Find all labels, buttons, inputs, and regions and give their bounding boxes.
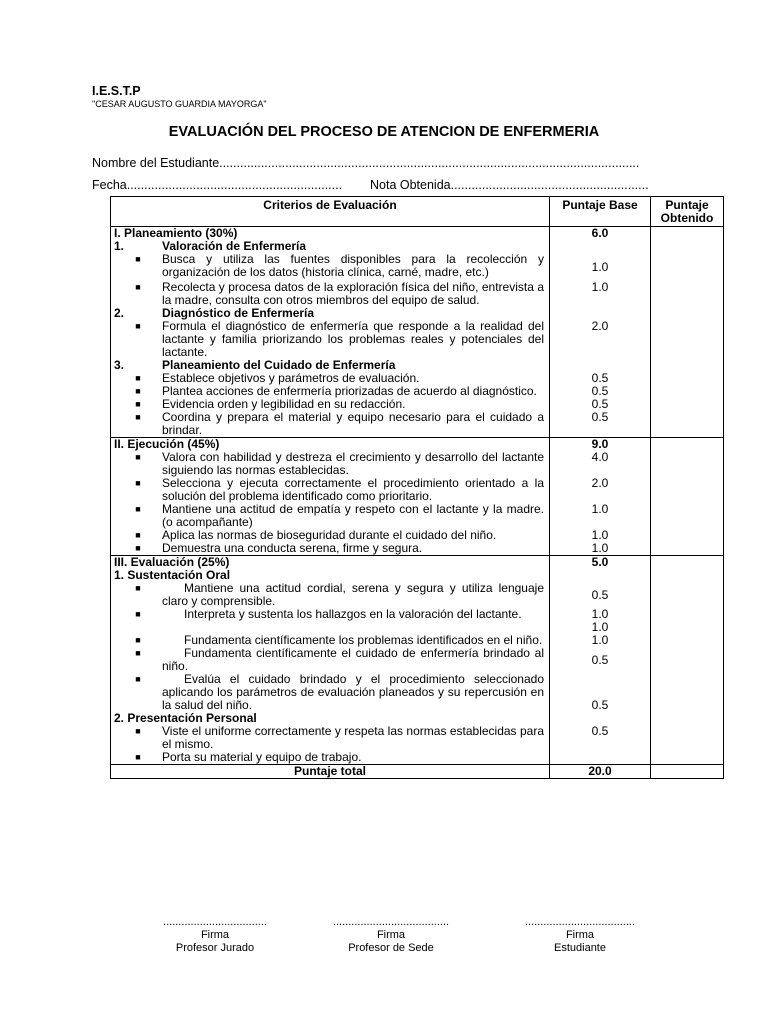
bullet-icon: ■ [135,752,141,762]
criterion-row [111,451,724,477]
criterion-row [111,477,724,503]
criterion-text: Formula el diagnóstico de enfermería que responde a la realidad del lactante y familia priorizando los problemas reales y potenciales del lactante. [162,319,544,359]
section-row [111,438,724,452]
criterion-score: 1.0 [550,503,651,529]
header-base-score [550,197,651,227]
total-score: 20.0 [550,765,651,779]
criterion-row [111,751,724,765]
bullet-icon: ■ [135,504,141,514]
bullet-icon: ■ [135,412,141,422]
criterion-text: Fundamenta científicamente los problemas identificados en el niño. [184,633,543,647]
criterion-text: Establece objetivos y parámetros de evaluación. [162,371,420,385]
total-label: Puntaje total [111,765,550,779]
criterion-row [111,647,724,673]
subsection-title: Valoración de Enfermería [162,239,307,253]
date-field: Fecha.............................................................. [92,178,343,192]
bullet-icon: ■ [135,452,141,462]
subsection-title: Diagnóstico de Enfermería [162,306,315,320]
signature-line: .................................. [163,916,267,928]
institution-acronym: I.E.S.T.P [92,84,141,98]
criterion-score: 0.5 [550,725,651,751]
bullet-icon: ■ [135,254,141,264]
criterion-score: 0.5 [550,385,651,398]
bullet-icon: ■ [135,478,141,488]
criterion-row [111,320,724,359]
total-obtained [651,765,724,779]
subsection-title: Planeamiento del Cuidado de Enfermería [162,358,396,372]
criterion-row [111,253,724,281]
criterion-row [111,281,724,307]
total-row [111,765,724,779]
criterion-score: 0.5 [550,647,651,673]
signature-label: Firma [200,929,230,941]
criterion-text: Valora con habilidad y destreza el crecimiento y desarrollo del lactante siguiendo las normas establecidas. [162,450,544,477]
criterion-row [111,582,724,608]
bullet-icon: ■ [135,386,141,396]
bullet-icon: ■ [135,726,141,736]
criterion-row [111,608,724,634]
bullet-icon: ■ [135,543,141,553]
signature-role: Estudiante [554,942,606,954]
criterion-text: Selecciona y ejecuta correctamente el procedimiento orientado a la solución del problema identificado como prioritario. [162,476,544,503]
criterion-text: Evalúa el cuidado brindado y el procedimiento seleccionado aplicando los parámetros de evaluación planeados y su repercusión en la salud del niño. [162,672,544,712]
obtained-cell [651,438,724,452]
criterion-text: Evidencia orden y legibilidad en su redacción. [162,397,406,411]
criterion-score: 0.5 [550,372,651,385]
criterion-text: Interpreta y sustenta los hallazgos en la valoración del lactante. [184,607,522,621]
bullet-icon: ■ [135,530,141,540]
criterion-score: 1.0 [550,634,651,647]
criterion-score: 1.0 [591,607,609,621]
header-criteria: Criterios de Evaluación [111,197,550,227]
criterion-text: Demuestra una conducta serena, firme y segura. [162,541,423,555]
subsection-number: 3. [114,358,125,372]
section-row [111,227,724,241]
criterion-row [111,411,724,438]
criterion-score: 1.0 [550,542,651,556]
criterion-text: Plantea acciones de enfermería priorizadas de acuerdo al diagnóstico. [162,384,537,398]
criterion-text: Mantiene una actitud cordial, serena y segura y utiliza lenguaje claro y comprensible. [162,581,544,608]
evaluation-table [110,196,724,779]
subsection-title: 2. Presentación Personal [111,712,550,725]
section-score: 5.0 [550,556,651,570]
signature-site-teacher [311,916,471,955]
signature-role: Profesor de Sede [348,942,434,954]
signature-jury [140,916,290,955]
criterion-score: 4.0 [550,451,651,477]
subsection-number: 2. [114,306,125,320]
criterion-row [111,725,724,751]
section-score: 6.0 [550,227,651,241]
criterion-score: 1.0 [550,529,651,542]
criterion-score: 0.5 [550,673,651,712]
criterion-text: Porta su material y equipo de trabajo. [162,750,362,764]
section-score: 9.0 [550,438,651,452]
criterion-score: 1.0 [550,253,651,281]
criterion-text: Viste el uniforme correctamente y respeta las normas establecidas para el mismo. [162,724,544,751]
criterion-score: 1.0 [550,281,651,307]
table-header-row [111,197,724,227]
subsection-title: 1. Sustentación Oral [111,569,550,582]
bullet-icon: ■ [135,321,141,331]
institution-name: "CESAR AUGUSTO GUARDIA MAYORGA" [92,99,267,109]
header-obtained-score-text: Puntaje Obtenido [660,198,714,225]
criterion-text: Coordina y prepara el material y equipo necesario para el cuidado a brindar. [162,410,544,437]
signature-label: Firma [376,929,406,941]
section-row [111,556,724,570]
criterion-text: Fundamenta científicamente el cuidado de enfermería brindado al niño. [162,646,544,673]
criterion-row [111,542,724,556]
bullet-icon: ■ [135,399,141,409]
criterion-score: 0.5 [550,582,651,608]
header-base-score-text: Puntaje Base [562,198,638,212]
criterion-text: Busca y utiliza las fuentes disponibles para la recolección y organización de los datos (historia clínica, carné, madre, etc.) [162,252,544,279]
criterion-text: Aplica las normas de bioseguridad durante el cuidado del niño. [162,528,497,542]
criterion-score: 0.5 [550,398,651,411]
section-title: II. Ejecución (45%) [111,438,550,452]
subsection-number: 1. [114,239,125,253]
bullet-icon: ■ [135,583,141,593]
criterion-score-pair [550,608,651,634]
bullet-icon: ■ [135,609,141,619]
criterion-score [550,751,651,765]
criterion-score: 2.0 [550,320,651,359]
criterion-text: Mantiene una actitud de empatía y respeto con el lactante y la madre. (o acompañante) [162,502,544,529]
bullet-icon: ■ [135,635,141,645]
criterion-score: 0.5 [550,411,651,438]
criterion-text: Recolecta y procesa datos de la exploración física del niño, entrevista a la madre, consulta con otros miembros del equipo de salud. [162,280,544,307]
bullet-icon: ■ [135,674,141,684]
signature-line: ...................................... [332,916,450,928]
section-title: I. Planeamiento (30%) [111,227,550,241]
document-title: EVALUACIÓN DEL PROCESO DE ATENCION DE ENFERMERIA [168,124,600,140]
header-obtained-score [651,197,724,227]
bullet-icon: ■ [135,648,141,658]
obtained-cell [651,556,724,570]
bullet-icon: ■ [135,373,141,383]
signature-line: .................................... [524,916,636,928]
grade-field: Nota Obtenida......................................................... [370,178,649,192]
signature-role: Profesor Jurado [175,942,255,954]
signature-label: Firma [565,929,595,941]
criterion-row [111,673,724,712]
obtained-cell [651,227,724,241]
section-title: III. Evaluación (25%) [111,556,550,570]
bullet-icon: ■ [135,282,141,292]
signature-student [505,916,655,955]
student-name-field: Nombre del Estudiante......................................................................................................................... [92,156,640,170]
criterion-score-second: 1.0 [591,620,609,634]
criterion-row [111,503,724,529]
criterion-score: 2.0 [550,477,651,503]
